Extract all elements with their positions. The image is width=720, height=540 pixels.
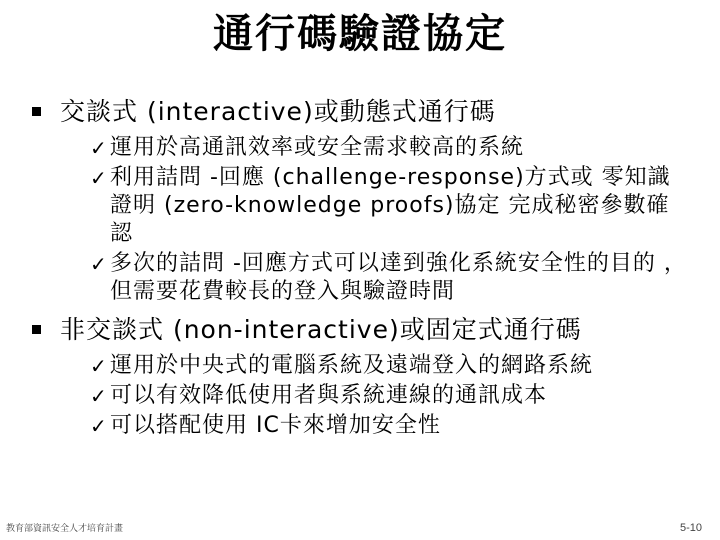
section-non-interactive bbox=[30, 312, 690, 348]
checkmark-icon: ✓ bbox=[90, 354, 108, 378]
list-item bbox=[90, 134, 690, 162]
section-points bbox=[90, 352, 690, 440]
list-item bbox=[90, 352, 690, 380]
slide-content bbox=[30, 94, 690, 446]
list-item-text: 運用於中央式的電腦系統及遠端登入的網路系統 bbox=[110, 353, 594, 378]
section-heading: 交談式 (interactive)或動態式通行碼 bbox=[60, 97, 496, 126]
footer-source: 教育部資訊安全人才培育計畫 bbox=[6, 524, 124, 534]
checkmark-icon: ✓ bbox=[90, 166, 108, 190]
list-item-text: 利用詰問 -回應 (challenge-response)方式或 零知識證明 (zero-knowledge proofs)協定 完成秘密參數確認 bbox=[110, 165, 671, 246]
list-item bbox=[90, 250, 690, 306]
section-points bbox=[90, 134, 690, 306]
section-heading: 非交談式 (non-interactive)或固定式通行碼 bbox=[60, 315, 582, 344]
square-bullet-icon bbox=[32, 325, 41, 334]
list-item-text: 多次的詰問 -回應方式可以達到強化系統安全性的目的 ，但需要花費較長的登入與驗證時間 bbox=[110, 251, 687, 304]
list-item-text: 可以搭配使用 IC卡來增加安全性 bbox=[110, 413, 441, 438]
checkmark-icon: ✓ bbox=[90, 252, 108, 276]
section-interactive bbox=[30, 94, 690, 130]
square-bullet-icon bbox=[32, 107, 41, 116]
checkmark-icon: ✓ bbox=[90, 384, 108, 408]
checkmark-icon: ✓ bbox=[90, 136, 108, 160]
slide-title: 通行碼驗證協定 bbox=[213, 11, 507, 57]
page-number: 5-10 bbox=[679, 522, 702, 534]
list-item bbox=[90, 382, 690, 410]
list-item-text: 運用於高通訊效率或安全需求較高的系統 bbox=[110, 135, 525, 160]
list-item bbox=[90, 164, 690, 248]
list-item-text: 可以有效降低使用者與系統連線的通訊成本 bbox=[110, 383, 548, 408]
list-item bbox=[90, 412, 690, 440]
checkmark-icon: ✓ bbox=[90, 414, 108, 438]
